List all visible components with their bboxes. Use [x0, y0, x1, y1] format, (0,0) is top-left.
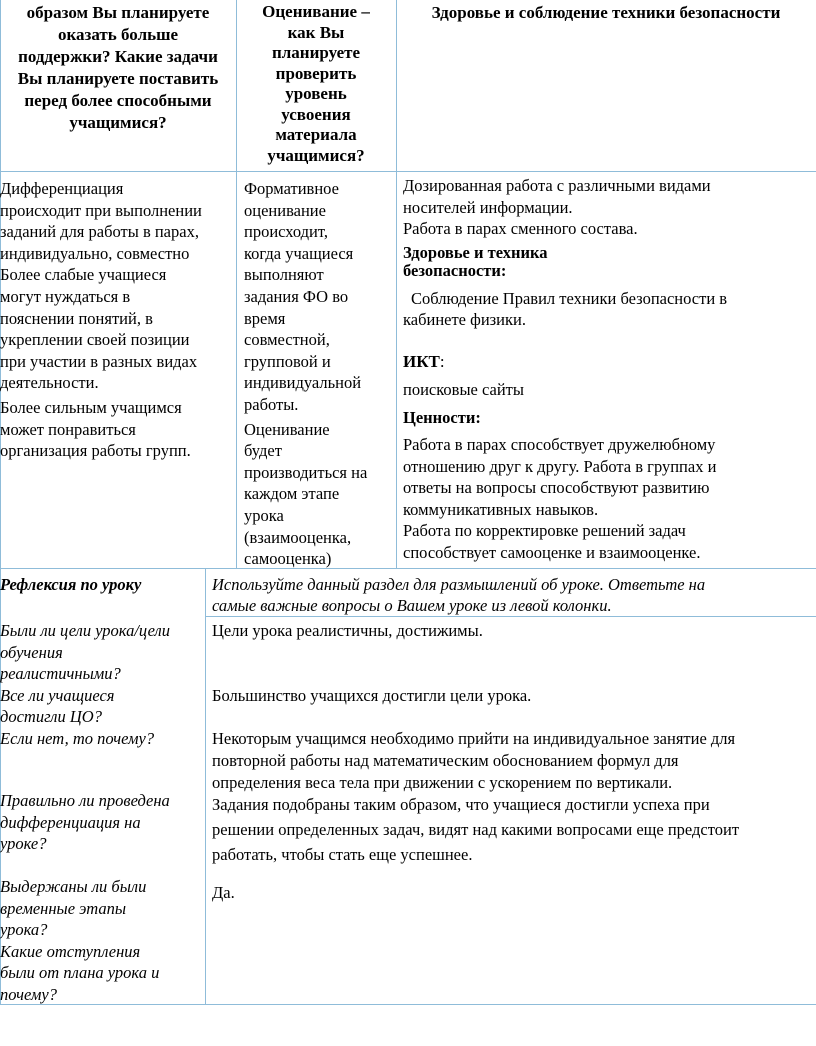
reflection-question-differentiation: Правильно ли проведена дифференциация на уроке? [0, 791, 170, 854]
differentiation-text: Дифференциация происходит при выполнении заданий для работы в парах, индивидуально, совместно Более слабые учащиеся могут нуждаться в пояснении понятий, в укреплении своей позиции при участии в разных видах деятельности. Более сильным учащимся может понравиться организация работы групп. [0, 179, 202, 461]
reflection-answer-differentiation: Задания подобраны таким образом, что учащиеся достигли успеха при решении определенных задач, видят над какими вопросами еще предстоит работать, чтобы стать еще успешнее. [212, 795, 740, 864]
table-row-divider [0, 171, 816, 172]
assessment-text: Формативное оценивание происходит, когда учащиеся выполняют задания ФО во время совместной, групповой и индивидуальной работы. Оценивание будет производиться на каждом этапе урока (взаимооценка, самооценка) [244, 179, 368, 569]
header-assessment: Оценивание – как Вы планируете проверить уровень усвоения материала учащимися? [262, 2, 370, 165]
table-row-divider [0, 568, 816, 569]
table-row-divider [205, 616, 816, 617]
health-safety-text: Дозированная работа с различными видами носителей информации. Работа в парах сменного состава. Здоровье и техника безопасности: Соблюдение Правил техники безопасности в кабинете физики. ИКТ: поисковые сайты Ценности: Работа в парах способствует дружелюбному отношению друг к другу. Работа в группах и ответы на вопросы способствуют развитию коммуникативных навыков. Работа по корректировке решений задач способствует самооценке и взаимооценке. [403, 175, 815, 563]
table-column-divider [205, 568, 206, 1005]
header-differentiation: образом Вы планируете оказать больше поддержки? Какие задачи Вы планируете поставить перед более способными учащимися? [17, 3, 219, 132]
table-column-divider [396, 0, 397, 568]
header-health-safety: Здоровье и соблюдение техники безопасности [431, 3, 781, 22]
reflection-instruction: Используйте данный раздел для размышлений об уроке. Ответьте на самые важные вопросы о Вашем уроке из левой колонки. [212, 575, 706, 615]
reflection-question-goals: Были ли цели урока/цели обучения реалистичными? Все ли учащиеся достигли ЦО? Если нет, то почему? [0, 621, 170, 748]
reflection-answer-goals: Цели урока реалистичны, достижимы. [212, 621, 483, 640]
reflection-answer-achieved: Большинство учащихся достигли цели урока. [212, 686, 532, 705]
reflection-answer-timing: Да. [212, 883, 235, 902]
reflection-answer-reasons: Некоторым учащимся необходимо прийти на индивидуальное занятие для повторной работы над математическим обоснованием формул для определения веса тела при движении с ускорением по вертикали. [212, 729, 736, 792]
reflection-question-timing: Выдержаны ли были временные этапы урока? Какие отступления были от плана урока и почему? [0, 877, 160, 1004]
ikt-label: ИКТ: [403, 351, 445, 371]
reflection-title: Рефлексия по уроку [0, 575, 142, 594]
